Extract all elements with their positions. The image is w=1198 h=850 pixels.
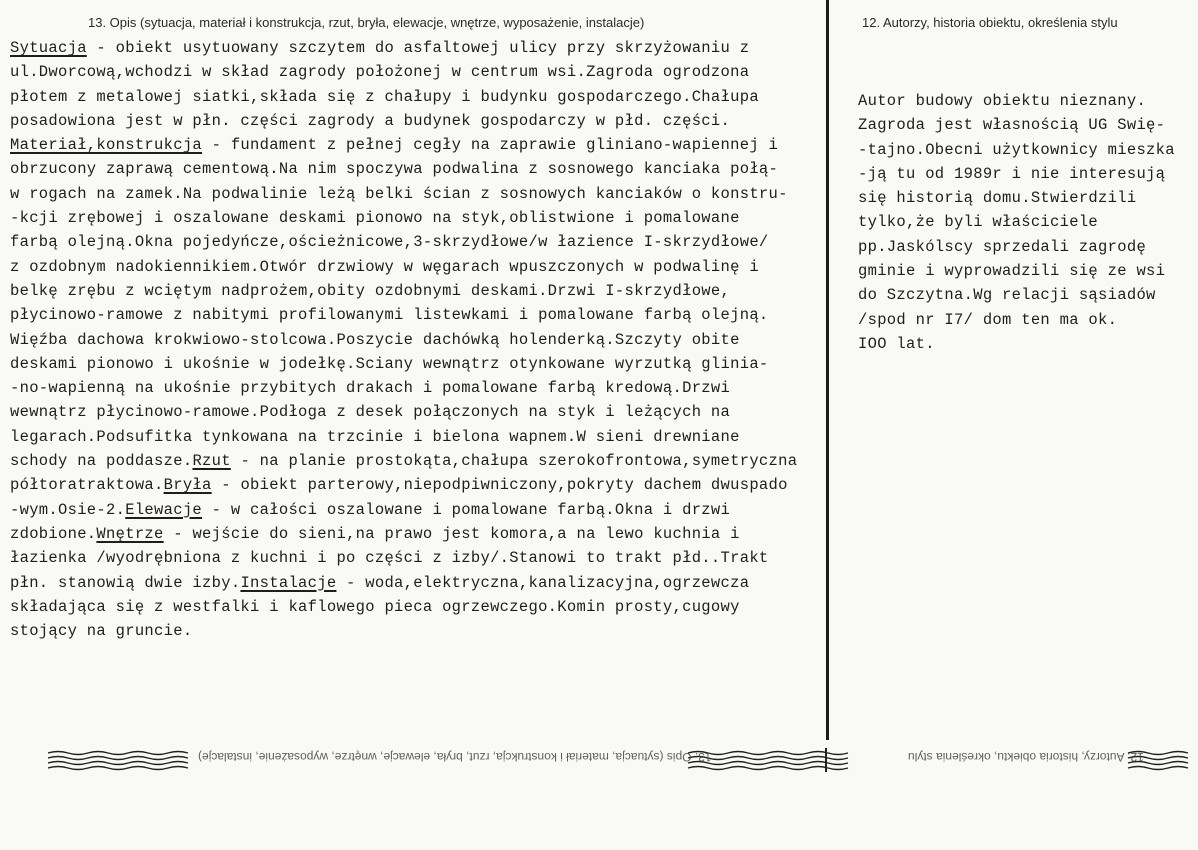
mirrored-header-band [48,748,1198,772]
text-line [10,36,840,60]
text-line: wewnątrz płycinowo-ramowe.Podłoga z desek połączonych na styk i leżących na [10,403,731,422]
text-line: obrzucony zaprawą cementową.Na nim spoczywa podwalina z sosnowego kanciaka połą- [10,160,779,179]
text-line: farbą olejną.Okna pojedyńcze,ościeżnicowe,3-skrzydłowe/w łazience I-skrzydłowe/ [10,233,769,252]
text-line: -no-wapienną na ukośnie przybitych drakach i pomalowane farbą kredową.Drzwi [10,379,731,398]
text-line: pp.Jaskólscy sprzedali zagrodę [858,237,1147,256]
text-line [10,571,840,595]
text-line: IOO lat. [858,334,935,353]
text-line: legarach.Podsufitka tynkowana na trzcinie i bielona wapnem.W sieni drewniane [10,427,740,446]
text-line: tylko,że byli właściciele [858,213,1099,232]
description-text [10,36,840,643]
section-heading: Elewacje [125,500,203,519]
text-line: stojący na gruncie. [10,622,193,641]
text-line: -kcji zrębowej i oszalowane deskami pionowo na styk,oblistwione i pomalowane [10,209,740,228]
text-line: się historią domu.Stwierdzili [858,189,1137,208]
text-line: składająca się z westfalki i kaflowego pieca ogrzewczego.Komin prosty,cugowy [10,597,740,616]
text-line: do Szczytna.Wg relacji sąsiadów [858,286,1156,305]
text-line: łazienka /wyodrębniona z kuchni i po części z izby/.Stanowi to trakt płd..Trakt [10,549,769,568]
text-segment: - fundament z pełnej cegły na zaprawie gliniano-wapiennej i [202,136,779,155]
text-line [10,498,840,522]
text-line: Zagroda jest własnością UG Swię- [858,116,1166,135]
text-segment: - obiekt usytuowany szczytem do asfaltowej ulicy przy skrzyżowaniu z [86,39,750,57]
text-line [10,133,840,157]
section-heading: Instalacje [240,573,337,592]
section-heading: Bryła [163,476,212,495]
text-line: Autor budowy obiektu nieznany. [858,92,1147,110]
section-heading: Sytuacja [10,39,87,57]
mirrored-section-12-header: 12. Autorzy, historia obiektu, określenia stylu [908,750,1144,764]
text-segment: półtoratraktowa. [10,476,164,495]
text-line: posadowiona jest w płn. części zagrody a budynek gospodarczy w płd. części. [10,111,731,130]
text-line: płotem z metalowej siatki,składa się z chałupy i budynku gospodarczego.Chałupa [10,87,759,106]
text-line: ul.Dworcową,wchodzi w skład zagrody położonej w centrum wsi.Zagroda ogrodzona [10,63,750,82]
text-line: deskami pionowo i ukośnie w jodełkę.Sciany wewnątrz otynkowane wyrzutką glinia- [10,354,769,373]
text-line: płycinowo-ramowe z nabitymi profilowanymi listewkami i pomalowane farbą olejną. [10,306,769,325]
section-12-header: 12. Autorzy, historia obiektu, określenia stylu [862,15,1118,30]
mirrored-section-13-header: 13. Opis (sytuacja, materiał i konstrukcja, rzut, bryła, elewacje, wnętrze, wyposażenie, instalacje) [198,750,712,764]
text-line [10,522,840,546]
text-line: -tajno.Obecni użytkownicy mieszka [858,140,1175,159]
text-line [10,449,840,473]
text-line: belkę zrębu z wciętym nadprożem,obity ozdobnymi deskami.Drzwi I-skrzydłowe, [10,281,731,300]
text-line: w rogach na zamek.Na podwalinie leżą belki ścian z sosnowych kanciaków o konstru- [10,184,788,203]
text-segment: - obiekt parterowy,niepodpiwniczony,pokryty dachem dwuspado [211,476,788,495]
section-heading: Wnętrze [96,524,164,543]
text-line [10,473,840,497]
text-line: Więźba dachowa krokwiowo-stolcowa.Poszycie dachówką holenderką.Szczyty obite [10,330,740,349]
text-segment: - w całości oszalowane i pomalowane farbą.Okna i drzwi [202,500,731,519]
section-13-header: 13. Opis (sytuacja, materiał i konstrukcja, rzut, bryła, elewacje, wnętrze, wyposażenie, instalacje) [88,15,645,30]
section-heading: Materiał,konstrukcja [10,136,203,155]
text-line: -ją tu od 1989r i nie interesują [858,164,1166,183]
history-text [858,89,1188,356]
text-segment: -wym.Osie-2. [10,500,126,519]
text-segment: schody na poddasze. [10,452,193,471]
text-segment: - woda,elektryczna,kanalizacyjna,ogrzewcza [336,573,750,592]
text-segment: - na planie prostokąta,chałupa szerokofrontowa,symetryczna [230,452,798,471]
text-line: gminie i wyprowadzili się ze wsi [858,262,1166,281]
text-segment: - wejście do sieni,na prawo jest komora,a na lewo kuchnia i [163,524,740,543]
section-heading: Rzut [192,452,231,471]
text-line: z ozdobnym nadokiennikiem.Otwór drzwiowy w węgarach wpuszczonych w podwalinę i [10,257,759,276]
text-line: /spod nr I7/ dom ten ma ok. [858,310,1118,329]
text-segment: zdobione. [10,524,97,543]
text-segment: płn. stanowią dwie izby. [10,573,241,592]
